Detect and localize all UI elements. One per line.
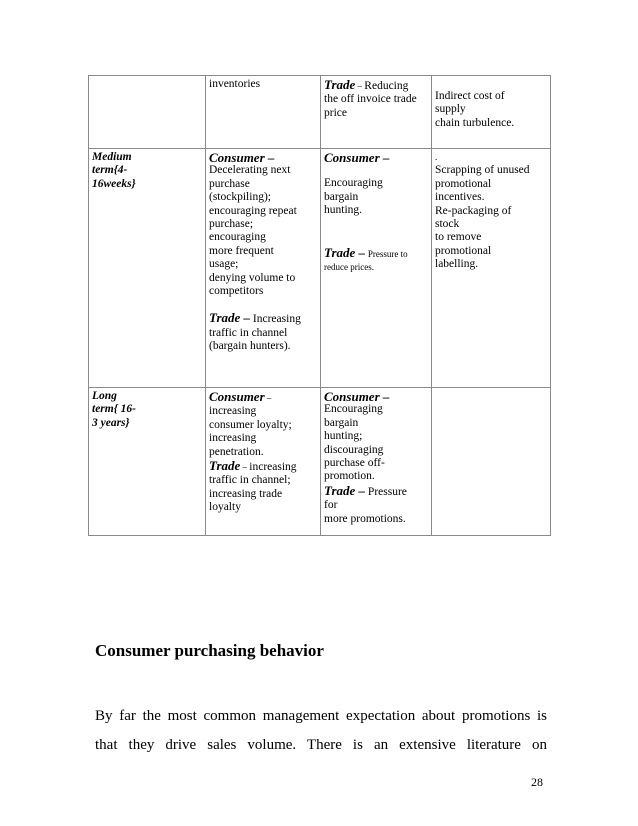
- cell-text: Re-packaging of: [435, 204, 512, 217]
- consumer-label: Consumer: [209, 389, 265, 404]
- separator: –: [264, 393, 272, 403]
- cell-text: encouraging repeat: [209, 204, 297, 217]
- trade-label: Trade –: [324, 482, 366, 498]
- paragraph-line: By far the most common management expectation about promotions is: [95, 708, 547, 724]
- cell-text: purchase: [209, 177, 250, 190]
- cell-text: Reducing: [364, 80, 409, 92]
- cell-text: .: [435, 152, 438, 162]
- cell-text: labelling.: [435, 258, 479, 271]
- section-heading: Consumer purchasing behavior: [95, 641, 324, 660]
- cell-text: denying volume to: [209, 271, 296, 284]
- trade-label: Trade: [324, 77, 356, 92]
- cell-text: more promotions.: [324, 512, 406, 525]
- term-line: term{4-: [92, 164, 128, 177]
- cell-text: Pressure: [367, 485, 407, 498]
- cell-text: more frequent: [209, 244, 274, 257]
- page-number: 28: [531, 775, 543, 789]
- cell-text: Increasing: [252, 313, 301, 326]
- trade-effect-cell: [321, 388, 432, 536]
- cell-text: Scrapping of unused: [435, 164, 530, 177]
- promotion-effects-table: [88, 75, 551, 536]
- cell-text: chain turbulence.: [435, 116, 515, 129]
- trade-label: Trade –: [324, 244, 366, 260]
- cell-text: bargain: [324, 416, 359, 429]
- cell-text: Pressure to: [367, 248, 408, 259]
- trade-label: Trade: [209, 458, 241, 474]
- cell-text: supply: [435, 103, 466, 116]
- trade-effect-cell: [321, 149, 432, 388]
- cell-text: traffic in channel: [209, 326, 288, 339]
- term-cell-medium: [89, 149, 206, 388]
- cell-text: penetration.: [209, 445, 264, 458]
- cell-text: consumer loyalty;: [209, 418, 292, 431]
- cell-text: hunting;: [324, 430, 363, 443]
- cell-text: Indirect cost of: [435, 90, 505, 102]
- separator: –: [240, 462, 250, 473]
- cell-text: stock: [435, 218, 460, 231]
- cell-text: Encouraging: [324, 177, 383, 190]
- table-row-continued: [89, 76, 551, 149]
- cell-text: inventories: [209, 78, 261, 90]
- cell-text: the off invoice trade: [324, 93, 417, 106]
- cell-text: bargain: [324, 190, 359, 203]
- table-row-medium-term: [89, 149, 551, 388]
- term-line: 16weeks}: [92, 177, 136, 190]
- term-line: 3 years}: [92, 416, 130, 429]
- cell-text: reduce prices.: [324, 262, 374, 273]
- term-cell-empty: [89, 76, 206, 149]
- consumer-effect-cell: [206, 388, 321, 536]
- cell-text: Decelerating next: [209, 164, 291, 177]
- cell-text: promotional: [435, 177, 492, 190]
- cost-effect-cell-empty: [432, 388, 551, 536]
- cell-text: traffic in channel;: [209, 474, 291, 487]
- term-line: term{ 16-: [92, 403, 136, 416]
- cell-text: loyalty: [209, 501, 241, 514]
- cell-text: increasing: [209, 405, 257, 418]
- cell-text: promotion.: [324, 470, 375, 483]
- consumer-label: Consumer –: [324, 389, 390, 404]
- consumer-label: Consumer –: [209, 150, 275, 165]
- cell-text: increasing trade: [209, 487, 283, 500]
- cell-text: purchase;: [209, 218, 254, 231]
- consumer-effect-cell: [206, 149, 321, 388]
- cost-effect-cell: [432, 149, 551, 388]
- term-line: Medium: [92, 151, 132, 163]
- cell-text: incentives.: [435, 191, 485, 204]
- cell-text: purchase off-: [324, 457, 385, 470]
- cell-text: hunting.: [324, 204, 363, 217]
- cell-text: price: [324, 106, 347, 119]
- body-paragraph: [95, 702, 547, 760]
- cell-text: (bargain hunters).: [209, 340, 291, 353]
- cell-text: usage;: [209, 258, 239, 271]
- cell-text: to remove: [435, 231, 482, 244]
- cell-text: promotional: [435, 244, 492, 257]
- cell-text: competitors: [209, 285, 264, 298]
- cell-text: for: [324, 499, 338, 512]
- consumer-effect-cell: [206, 76, 321, 149]
- trade-effect-cell: [321, 76, 432, 149]
- cell-text: Encouraging: [324, 403, 383, 416]
- paragraph-line: that they drive sales volume. There is an extensive literature on: [95, 737, 547, 753]
- cell-text: encouraging: [209, 231, 266, 244]
- cell-text: increasing: [249, 461, 297, 474]
- term-cell-long: [89, 388, 206, 536]
- spacer: [324, 218, 428, 246]
- cell-text: (stockpiling);: [209, 191, 271, 204]
- separator: –: [355, 81, 365, 91]
- table-row-long-term: [89, 388, 551, 536]
- consumer-label: Consumer –: [324, 150, 390, 165]
- spacer: [324, 164, 428, 177]
- trade-label: Trade –: [209, 310, 251, 326]
- cell-text: discouraging: [324, 443, 384, 456]
- cost-effect-cell: [432, 76, 551, 149]
- cell-text: increasing: [209, 432, 257, 445]
- term-line: Long: [92, 390, 117, 402]
